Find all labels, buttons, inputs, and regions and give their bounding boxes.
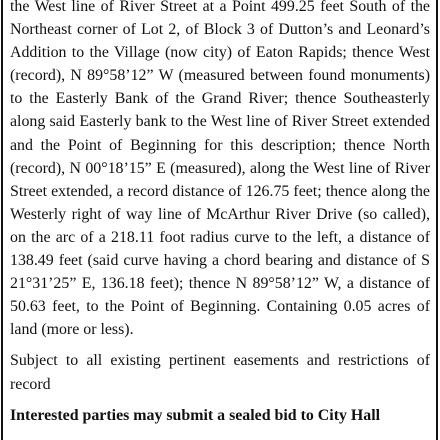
legal-notice-column — [10, 0, 430, 427]
column-border-left — [1, 0, 3, 440]
column-border-right — [436, 0, 438, 440]
legal-description-paragraph: the West line of River Street at a Point 499.25 feet South of the Northeast corner of Lot 2, of Block 3 of Dutton’s and Leonard’s Addition to the Village (now city) of Eaton Rapids; thence West (record), N 89°58’12” W (measured between found monuments) to the Easterly Bank of the Grand River; thence Southeasterly along said Easterly bank to the West line of River Street extended and the Point of Beginning for this description; thence North (record), N 00°18’15” E (measured), along the West line of River Street extended, a record distance of 126.75 feet; thence along the Westerly right of way line of McArthur River Drive (so called), on the arc of a 218.11 foot radius curve to the left, a distance of 138.49 feet (said curve having a chord bearing and distance of S 21°31’25” E, 136.18 feet); thence N 89°58’12” W, a distance of 50.63 feet, to the Point of Beginning. Containing 0.05 acres of land (more or less). — [10, 0, 430, 339]
sealed-bid-notice: Interested parties may submit a sealed bid to City Hall — [10, 406, 381, 424]
easements-paragraph: Subject to all existing pertinent easements and restrictions of record — [10, 352, 430, 393]
